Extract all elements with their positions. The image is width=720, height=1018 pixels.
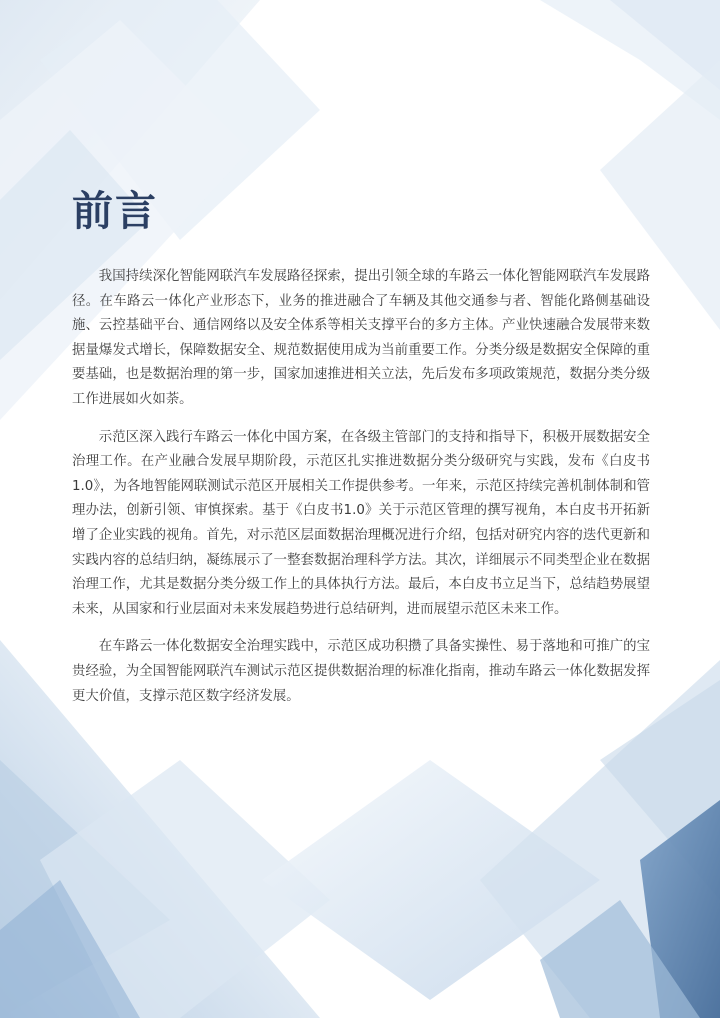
body-text [72,265,650,722]
paragraph-1: 我国持续深化智能网联汽车发展路径探索，提出引领全球的车路云一体化智能网联汽车发展路径。在车路云一体化产业形态下，业务的推进融合了车辆及其他交通参与者、智能化路侧基础设施、云控基础平台、通信网络以及安全体系等相关支撑平台的多方主体。产业快速融合发展带来数据量爆发式增长，保障数据安全、规范数据使用成为当前重要工作。分类分级是数据安全保障的重要基础，也是数据治理的第一步，国家加速推进相关立法，先后发布多项政策规范，数据分类分级工作进展如火如荼。 [72,269,650,407]
paragraph-2: 示范区深入践行车路云一体化中国方案，在各级主管部门的支持和指导下，积极开展数据安全治理工作。在产业融合发展早期阶段，示范区扎实推进数据分类分级研究与实践，发布《白皮书1.0》，为各地智能网联测试示范区开展相关工作提供参考。一年来，示范区持续完善机制体制和管理办法，创新引领、审慎探索。基于《白皮书1.0》关于示范区管理的撰写视角，本白皮书开拓新增了企业实践的视角。首先，对示范区层面数据治理概况进行介绍，包括对研究内容的迭代更新和实践内容的总结归纳，凝练展示了一整套数据治理科学方法。其次，详细展示不同类型企业在数据治理工作，尤其是数据分类分级工作上的具体执行方法。最后，本白皮书立足当下，总结趋势展望未来，从国家和行业层面对未来发展趋势进行总结研判，进而展望示范区未来工作。 [72,429,650,617]
page-title: 前言 [72,187,158,235]
paragraph-3: 在车路云一体化数据安全治理实践中，示范区成功积攒了具备实操性、易于落地和可推广的宝贵经验，为全国智能网联汽车测试示范区提供数据治理的标准化指南，推动车路云一体化数据发挥更大价值，支撑示范区数字经济发展。 [72,639,650,704]
